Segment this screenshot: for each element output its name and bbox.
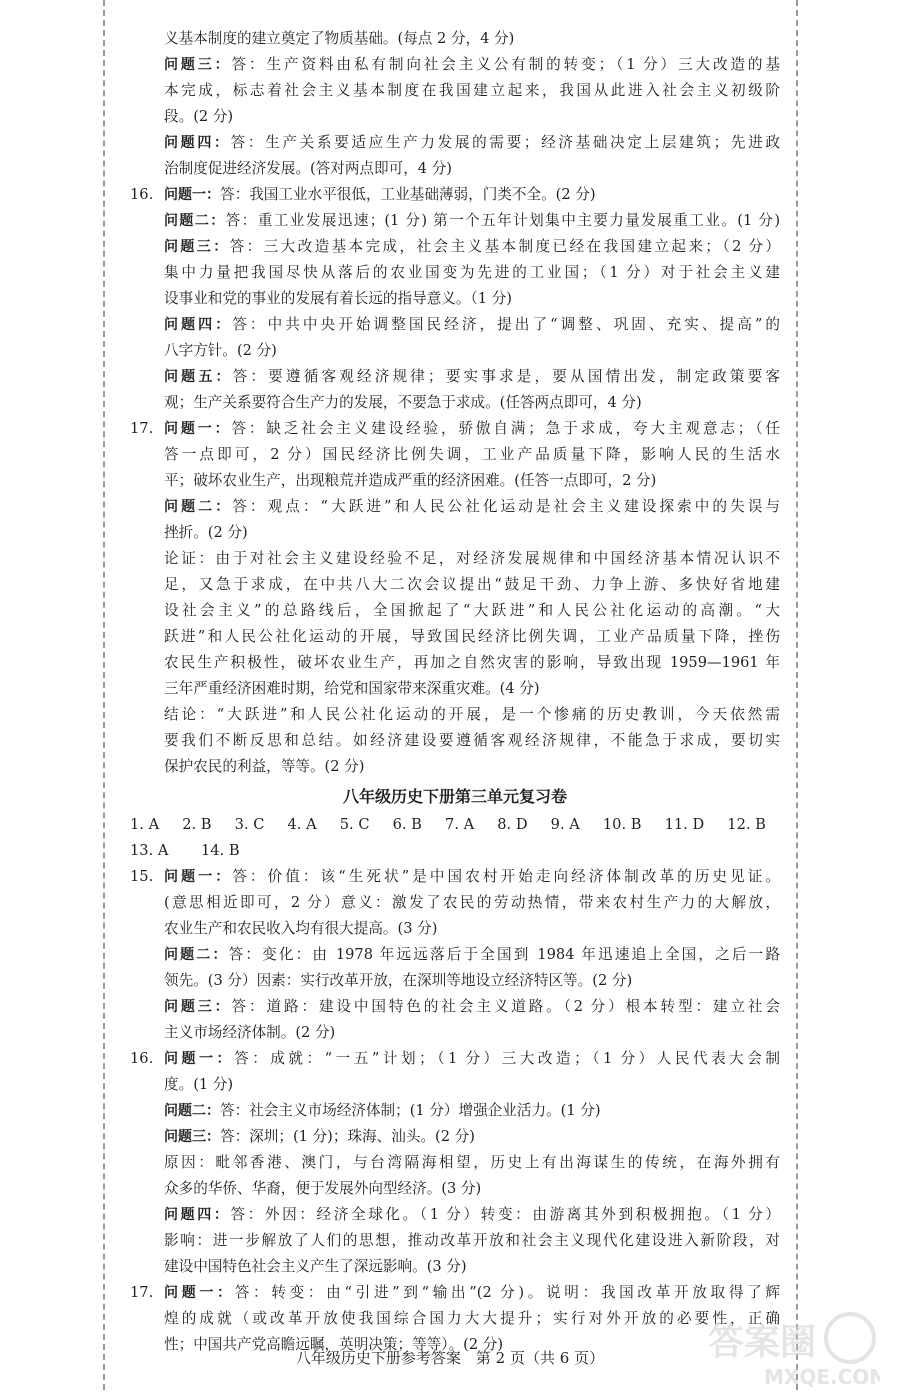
binding-dashed-line-right (796, 0, 798, 1390)
mc-answer: 4. A (287, 816, 317, 833)
mc-answer: 10. B (602, 816, 642, 833)
answer-text: 足，又急于求成，在中共八大二次会议提出“鼓足干劲、力争上游、多快好省地建 (164, 576, 780, 593)
answer-line (130, 286, 780, 312)
answer-text: 煌的成就（或改革开放使我国综合国力大大提升；实行对外开放的必要性，正确 (164, 1310, 780, 1327)
answer-text: 农业生产和农民收入均有很大提高。(3 分) (164, 920, 438, 937)
answer-text: 农民生产积极性，破坏农业生产，再加之自然灾害的影响，导致出现 1959—1961 年 (164, 654, 780, 671)
question-number: 16. (130, 1050, 154, 1067)
answer-text: 三年严重经济困难时期，给党和国家带来深重灾难。(4 分) (164, 680, 540, 697)
answer-line (130, 312, 780, 338)
answer-line (130, 728, 780, 754)
mc-answer: 3. C (234, 816, 265, 833)
answer-text: 挫折。(2 分) (164, 524, 248, 541)
answer-text: 建设中国特色社会主义产生了深远影响。(3 分) (164, 1258, 467, 1275)
answer-text: 众多的华侨、华裔，便于发展外向型经济。(3 分) (164, 1180, 482, 1197)
answer-line (130, 1046, 780, 1072)
answer-text: 主义市场经济体制。(2 分) (164, 1024, 336, 1041)
answer-line (130, 520, 780, 546)
answer-line (130, 416, 780, 442)
answer-text: 保护农民的利益，等等。(2 分) (164, 758, 365, 775)
answer-line (130, 890, 780, 916)
answer-text: 影响：进一步解放了人们的思想，推动改革开放和社会主义现代化建设进入新阶段，对 (164, 1232, 780, 1249)
answer-text: 论证：由于对社会主义建设经验不足，对经济发展规律和中国经济基本情况认识不 (164, 550, 780, 567)
answer-text: 答：深圳；(1 分)；珠海、汕头。(2 分) (220, 1128, 475, 1145)
answer-line (130, 754, 780, 780)
answer-line (130, 364, 780, 390)
section-title: 八年级历史下册第三单元复习卷 (342, 787, 567, 806)
sub-question-label: 问题三： (164, 1129, 220, 1145)
answer-line (130, 864, 780, 890)
sub-question-label: 问题一： (164, 1285, 235, 1301)
answer-line (130, 676, 780, 702)
question-number: 17. (130, 1284, 154, 1301)
sub-question-label: 问题一： (164, 421, 232, 437)
answer-page (130, 26, 780, 1358)
sub-question-label: 问题三： (164, 57, 232, 73)
answer-line (130, 624, 780, 650)
answer-line (130, 156, 780, 182)
answer-line (130, 1306, 780, 1332)
answer-text: 义基本制度的建立奠定了物质基础。(每点 2 分，4 分) (164, 30, 515, 47)
answer-line (130, 260, 780, 286)
answer-text: 答：中共中央开始调整国民经济，提出了“调整、巩固、充实、提高”的 (232, 316, 780, 333)
answer-line (130, 916, 780, 942)
mc-answer: 12. B (727, 816, 766, 833)
answer-line (130, 442, 780, 468)
mc-answer-row (130, 838, 780, 864)
mc-answer: 2. B (182, 816, 212, 833)
sub-question-label: 问题五： (164, 369, 233, 385)
answer-text: 治制度促进经济发展。(答对两点即可，4 分) (164, 160, 453, 177)
page-footer: 八年级历史下册参考答案 第 2 页（共 6 页） (295, 1349, 605, 1367)
answer-text: 答：转变：由“引进”到“输出”(2 分)。说明：我国改革开放取得了辉 (234, 1284, 780, 1301)
answer-text: 观；生产关系要符合生产力的发展，不要急于求成。(任答两点即可，4 分) (164, 394, 642, 411)
answer-line (130, 234, 780, 260)
answer-line (130, 1020, 780, 1046)
answer-line (130, 78, 780, 104)
answer-line (130, 942, 780, 968)
answer-text: 原因：毗邻香港、澳门，与台湾隔海相望，历史上有出海谋生的传统，在海外拥有 (164, 1154, 780, 1171)
answer-text: 性；中国共产党高瞻远瞩，英明决策；等等）。(2 分) (164, 1336, 504, 1353)
answer-line (130, 52, 780, 78)
answer-line (130, 182, 780, 208)
question-number: 17. (130, 420, 154, 437)
answer-line (130, 390, 780, 416)
sub-question-label: 问题二： (164, 213, 226, 229)
answer-text: 答：三大改造基本完成，社会主义基本制度已经在我国建立起来；（2 分） (229, 238, 781, 255)
mc-answer: 7. A (445, 816, 475, 833)
answer-line (130, 208, 780, 234)
answer-line (130, 1150, 780, 1176)
watermark-url: MXQE.COM (764, 1365, 880, 1389)
answer-text: 答：观点：“大跃进”和人民公社化运动是社会主义建设探索中的失误与 (232, 498, 780, 515)
answer-text: (意思相近即可，2 分）意义：激发了农民的劳动热情，带来农村生产力的大解放， (164, 894, 780, 911)
answer-text: 答：要遵循客观经济规律；要实事求是，要从国情出发，制定政策要客 (232, 368, 780, 385)
mc-answer: 8. D (497, 816, 528, 833)
answer-line (130, 572, 780, 598)
sub-question-label: 问题三： (164, 239, 230, 255)
mc-answer: 14. B (201, 842, 240, 859)
answer-line (130, 338, 780, 364)
answer-line (130, 130, 780, 156)
answer-text: 答：变化：由 1978 年远远落后于全国到 1984 年迅速追上全国，之后一路 (228, 946, 781, 963)
answer-text: 段。(2 分) (164, 108, 234, 125)
answer-text: 跃进”和人民公社化运动的开展，导致国民经济比例失调，工业产品质量下降，挫伤 (164, 628, 780, 645)
mc-answer: 9. A (550, 816, 580, 833)
answer-line (130, 598, 780, 624)
answer-text: 设事业和党的事业的发展有着长远的指导意义。（1 分) (164, 290, 512, 307)
answer-text: 领先。(3 分）因素：实行改革开放，在深圳等地设立经济特区等。(2 分) (164, 972, 633, 989)
answer-line (130, 1280, 780, 1306)
answer-line (130, 994, 780, 1020)
answer-line (130, 546, 780, 572)
answer-text: 答：外因：经济全球化。（1 分）转变：由游离其外到积极拥抱。（1 分） (230, 1206, 780, 1223)
sub-question-label: 问题二： (164, 499, 233, 515)
mc-answer: 6. B (392, 816, 422, 833)
answer-line (130, 1124, 780, 1150)
answer-text: 答：价值：该“生死状”是中国农村开始走向经济体制改革的历史见证。 (232, 868, 780, 885)
answer-text: 答一点即可，2 分）国民经济比例失调，工业产品质量下降，影响人民的生活水 (164, 446, 780, 463)
sub-question-label: 问题四： (164, 1207, 231, 1223)
answer-text: 八字方针。(2 分) (164, 342, 277, 359)
sub-question-label: 问题四： (164, 317, 233, 333)
answer-text: 要我们不断反思和总结。如经济建设要遵循客观经济规律，不能急于求成，要切实 (164, 732, 780, 749)
answer-text: 平；破坏农业生产，出现粮荒并造成严重的经济困难。(任答一点即可，2 分) (164, 472, 657, 489)
answer-text: 答：成就：“一五”计划；（1 分）三大改造；（1 分）人民代表大会制 (234, 1050, 780, 1067)
sub-question-label: 问题三： (164, 999, 232, 1015)
answer-text: 本完成，标志着社会主义基本制度在我国建立起来，我国从此进入社会主义初级阶 (164, 82, 780, 99)
answer-line (130, 468, 780, 494)
answer-text: 集中力量把我国尽快从落后的农业国变为先进的工业国；（1 分）对于社会主义建 (164, 264, 780, 281)
answer-line (130, 104, 780, 130)
answer-text: 答：生产关系要适应生产力发展的需要；经济基础决定上层建筑；先进政 (230, 134, 781, 151)
mc-answer-row (130, 812, 780, 838)
answer-text: 设社会主义”的总路线后，全国掀起了“大跃进”和人民公社化运动的高潮。“大 (164, 602, 780, 619)
answer-line (130, 968, 780, 994)
answer-line (130, 1228, 780, 1254)
answer-line (130, 702, 780, 728)
answer-text: 答：我国工业水平很低，工业基础薄弱，门类不全。(2 分) (220, 186, 596, 203)
answer-line (130, 494, 780, 520)
question-number: 16. (130, 186, 154, 203)
sub-question-label: 问题四： (164, 135, 231, 151)
answer-text: 答：重工业发展迅速；(1 分) 第一个五年计划集中主要力量发展重工业。(1 分) (225, 212, 781, 229)
binding-dashed-line-left (103, 0, 105, 1390)
answer-text: 结论：“大跃进”和人民公社化运动的开展，是一个惨痛的历史教训，今天依然需 (164, 706, 780, 723)
sub-question-label: 问题一： (164, 187, 220, 203)
mc-answer: 1. A (130, 816, 160, 833)
answer-line (130, 1176, 780, 1202)
watermark-title: 答案圈 (708, 1322, 817, 1363)
sub-question-label: 问题一： (164, 869, 233, 885)
answer-line (130, 1098, 780, 1124)
mc-answer: 11. D (664, 816, 705, 833)
mc-answer: 5. C (339, 816, 370, 833)
mc-answer: 13. A (130, 842, 169, 859)
answer-line (130, 1072, 780, 1098)
question-number: 15. (130, 868, 154, 885)
answer-text: 答：缺乏社会主义建设经验，骄傲自满；急于求成，夸大主观意志；（任 (231, 420, 781, 437)
answer-line (130, 1202, 780, 1228)
answer-text: 答：生产资料由私有制向社会主义公有制的转变；（1 分）三大改造的基 (231, 56, 780, 73)
answer-text: 答：社会主义市场经济体制；(1 分）增强企业活力。(1 分) (220, 1102, 601, 1119)
sub-question-label: 问题一： (164, 1051, 235, 1067)
answer-line (130, 1254, 780, 1280)
answer-text: 度。(1 分) (164, 1076, 234, 1093)
sub-question-label: 问题二： (164, 947, 229, 963)
answer-line (130, 26, 780, 52)
answer-text: 答：道路：建设中国特色的社会主义道路。（2 分）根本转型：建立社会 (231, 998, 780, 1015)
answer-line (130, 650, 780, 676)
sub-question-label: 问题二： (164, 1103, 220, 1119)
